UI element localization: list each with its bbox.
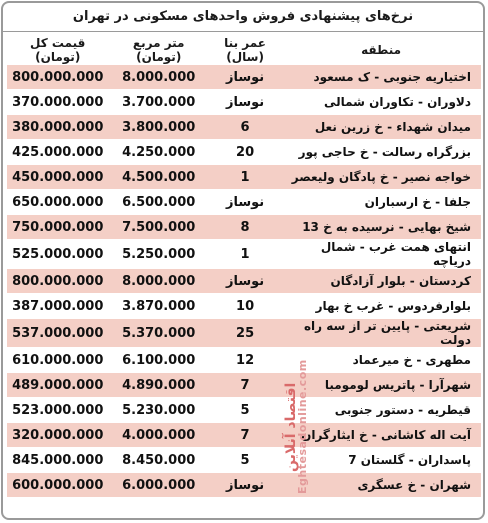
cell-region: میدان شهداء - خ زرین نعل bbox=[281, 115, 481, 139]
cell-building-age: 7 bbox=[209, 423, 281, 447]
cell-building-age: 8 bbox=[209, 215, 281, 239]
watermark bbox=[285, 337, 347, 517]
cell-total-price: 845.000.000 bbox=[7, 448, 108, 472]
table-row bbox=[7, 423, 481, 447]
cell-building-age: 5 bbox=[209, 448, 281, 472]
cell-price-per-sqm: 4.500.000 bbox=[108, 165, 209, 189]
cell-building-age: 25 bbox=[209, 319, 281, 347]
watermark-en: Eghtesadonline.com bbox=[296, 359, 309, 495]
cell-building-age: 12 bbox=[209, 348, 281, 372]
cell-building-age: نوساز bbox=[209, 65, 281, 89]
cell-region: جلفا - خ ارسباران bbox=[281, 190, 481, 214]
cell-region: مطهری - خ میرعماد bbox=[281, 348, 481, 372]
cell-building-age: 10 bbox=[209, 294, 281, 318]
table-row bbox=[7, 319, 481, 347]
cell-total-price: 370.000.000 bbox=[7, 90, 108, 114]
table-row bbox=[7, 269, 481, 293]
cell-price-per-sqm: 6.100.000 bbox=[108, 348, 209, 372]
cell-building-age: 1 bbox=[209, 165, 281, 189]
table-row bbox=[7, 240, 481, 268]
cell-price-per-sqm: 5.250.000 bbox=[108, 240, 209, 268]
price-table bbox=[7, 35, 481, 498]
header-total-price: قیمت کل (تومان) bbox=[7, 36, 108, 64]
header-price-per-sqm: متر مربع (تومان) bbox=[108, 36, 209, 64]
cell-building-age: 20 bbox=[209, 140, 281, 164]
cell-total-price: 600.000.000 bbox=[7, 473, 108, 497]
cell-building-age: 5 bbox=[209, 398, 281, 422]
cell-price-per-sqm: 6.000.000 bbox=[108, 473, 209, 497]
table-row bbox=[7, 140, 481, 164]
cell-building-age: 6 bbox=[209, 115, 281, 139]
cell-price-per-sqm: 4.000.000 bbox=[108, 423, 209, 447]
table-row bbox=[7, 165, 481, 189]
cell-price-per-sqm: 4.890.000 bbox=[108, 373, 209, 397]
cell-region: شریعتی - پایین تر از سه راه دولت bbox=[281, 319, 481, 347]
table-row bbox=[7, 348, 481, 372]
cell-region: خواجه نصیر - خ پادگان ولیعصر bbox=[281, 165, 481, 189]
cell-total-price: 387.000.000 bbox=[7, 294, 108, 318]
cell-total-price: 525.000.000 bbox=[7, 240, 108, 268]
cell-price-per-sqm: 5.230.000 bbox=[108, 398, 209, 422]
table-row bbox=[7, 115, 481, 139]
cell-building-age: نوساز bbox=[209, 190, 281, 214]
cell-price-per-sqm: 4.250.000 bbox=[108, 140, 209, 164]
cell-price-per-sqm: 8.450.000 bbox=[108, 448, 209, 472]
cell-building-age: 7 bbox=[209, 373, 281, 397]
cell-region: شیخ بهایی - نرسیده به خ 13 bbox=[281, 215, 481, 239]
cell-total-price: 650.000.000 bbox=[7, 190, 108, 214]
cell-building-age: نوساز bbox=[209, 473, 281, 497]
header-building-age: عمر بنا (سال) bbox=[209, 36, 281, 64]
cell-price-per-sqm: 5.370.000 bbox=[108, 319, 209, 347]
header-region: منطقه bbox=[281, 36, 481, 64]
cell-price-per-sqm: 3.700.000 bbox=[108, 90, 209, 114]
cell-total-price: 320.000.000 bbox=[7, 423, 108, 447]
table-row bbox=[7, 448, 481, 472]
cell-total-price: 489.000.000 bbox=[7, 373, 108, 397]
watermark-fa: اقتصاد آنلاین bbox=[283, 382, 299, 472]
cell-region: بلوارفردوس - غرب خ بهار bbox=[281, 294, 481, 318]
cell-total-price: 425.000.000 bbox=[7, 140, 108, 164]
cell-price-per-sqm: 3.800.000 bbox=[108, 115, 209, 139]
table-row bbox=[7, 190, 481, 214]
table-header-row bbox=[7, 36, 481, 64]
cell-total-price: 750.000.000 bbox=[7, 215, 108, 239]
cell-total-price: 800.000.000 bbox=[7, 65, 108, 89]
table-row bbox=[7, 398, 481, 422]
cell-price-per-sqm: 8.000.000 bbox=[108, 269, 209, 293]
cell-total-price: 800.000.000 bbox=[7, 269, 108, 293]
cell-region: شهران - خ عسگری bbox=[281, 473, 481, 497]
cell-building-age: نوساز bbox=[209, 90, 281, 114]
cell-total-price: 450.000.000 bbox=[7, 165, 108, 189]
cell-price-per-sqm: 8.000.000 bbox=[108, 65, 209, 89]
price-table-frame bbox=[1, 1, 485, 520]
cell-price-per-sqm: 7.500.000 bbox=[108, 215, 209, 239]
cell-total-price: 523.000.000 bbox=[7, 398, 108, 422]
cell-building-age: 1 bbox=[209, 240, 281, 268]
cell-building-age: نوساز bbox=[209, 269, 281, 293]
table-row bbox=[7, 65, 481, 89]
cell-region: اختیاریه جنوبی - ک مسعود bbox=[281, 65, 481, 89]
cell-region: شهرآرا - پاتریس لومومبا bbox=[281, 373, 481, 397]
cell-price-per-sqm: 3.870.000 bbox=[108, 294, 209, 318]
cell-price-per-sqm: 6.500.000 bbox=[108, 190, 209, 214]
cell-total-price: 610.000.000 bbox=[7, 348, 108, 372]
table-row bbox=[7, 215, 481, 239]
table-row bbox=[7, 90, 481, 114]
cell-total-price: 537.000.000 bbox=[7, 319, 108, 347]
cell-region: بزرگراه رسالت - خ حاجی پور bbox=[281, 140, 481, 164]
cell-region: دلاوران - تکاوران شمالی bbox=[281, 90, 481, 114]
cell-region: قیطریه - دستور جنوبی bbox=[281, 398, 481, 422]
cell-total-price: 380.000.000 bbox=[7, 115, 108, 139]
table-row bbox=[7, 373, 481, 397]
cell-region: آیت اله کاشانی - خ ایثارگران bbox=[281, 423, 481, 447]
cell-region: انتهای همت غرب - شمال دریاچه bbox=[281, 240, 481, 268]
cell-region: پاسداران - گلستان 7 bbox=[281, 448, 481, 472]
cell-region: کردستان - بلوار آزادگان bbox=[281, 269, 481, 293]
table-row bbox=[7, 294, 481, 318]
table-title: نرخ‌های پیشنهادی فروش واحدهای مسکونی در تهران bbox=[3, 3, 483, 32]
table-row bbox=[7, 473, 481, 497]
